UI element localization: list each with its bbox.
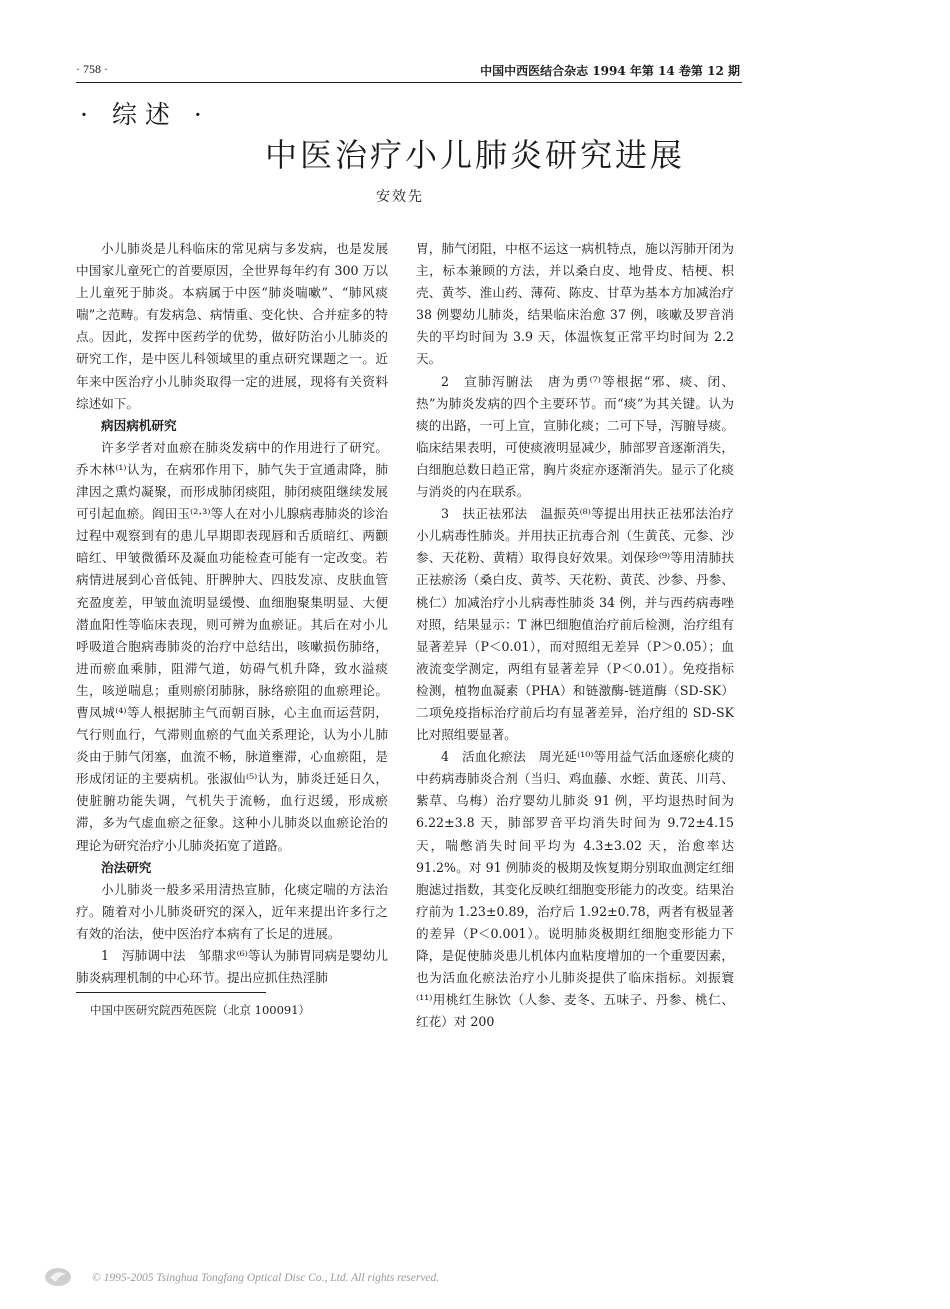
footnote-rule (76, 992, 266, 993)
paragraph: 小儿肺炎是儿科临床的常见病与多发病，也是发展中国家儿童死亡的首要原因，全世界每年约有 300 万以上儿童死于肺炎。本病属于中医“肺炎喘嗽”、“肺风痰喘”之范畴。有发病急、病情重、变化快、合并症多的特点。因此，发挥中医药学的优势，做好防治小儿肺炎的研究工作，是中医儿科领域里的重点研究课题之一。近年来中医治疗小儿肺炎取得一定的进展，现将有关资料综述如下。 (76, 241, 388, 411)
journal-title: 中国中西医结合杂志 1994 年第 14 卷第 12 期 (480, 64, 740, 78)
header-rule (76, 82, 742, 83)
publisher-logo (44, 1266, 72, 1288)
paragraph: 小儿肺炎一般多采用清热宣肺，化痰定喘的方法治疗。随着对小儿肺炎研究的深入，近年来提出许多行之有效的治法，使中医治疗本病有了长足的进展。 (76, 881, 388, 941)
paragraph: 4 活血化瘀法 周光延⁽¹⁰⁾等用益气活血逐瘀化痰的中药病毒肺炎合剂（当归、鸡血藤、水蛭、黄芪、川芎、紫草、乌梅）治疗婴幼儿肺炎 91 例，平均退热时间为 6.22±3.8 天，肺部罗音平均消失时间为 9.72±4.15 天，喘憋消失时间平均为 4.3±3.02 天，治愈率达 91.2%。对 91 例肺炎的极期及恢复期分别取血测定红细胞滤过指数，其变化反映红细胞变形能力的改变。结果治疗前为 1.23±0.89，治疗后 1.92±0.78，两者有极显著的差异（P＜0.001）。说明肺炎极期红细胞变形能力下降，是促使肺炎患儿机体内血粘度增加的一个重要因素，也为活血化瘀法治疗小儿肺炎提供了临床指标。刘振寰⁽¹¹⁾用桃红生脉饮（人参、麦冬、五味子、丹参、桃仁、红花）对 200 (416, 749, 734, 1030)
paragraph: 3 扶正祛邪法 温振英⁽⁸⁾等提出用扶正祛邪法治疗小儿病毒性肺炎。并用扶正抗毒合剂（生黄芪、元参、沙参、天花粉、黄精）取得良好效果。刘保珍⁽⁹⁾等用清肺扶正祛瘀汤（桑白皮、黄芩、天花粉、黄芪、沙参、丹参、桃仁）加减治疗小儿病毒性肺炎 34 例，并与西药病毒唑对照，结果显示：T 淋巴细胞值治疗前后检测，治疗组有显著差异（P＜0.01），而对照组无差异（P＞0.05）；血液流变学测定，两组有显著差异（P＜0.01）。免疫指标检测，植物血凝素（PHA）和链激酶-链道酶（SD-SK）二项免疫指标治疗前后均有显著差异，治疗组的 SD-SK 比对照组要显著。 (416, 506, 734, 743)
paragraph: 胃，肺气闭阻，中枢不运这一病机特点，施以泻肺开闭为主，标本兼顾的方法，并以桑白皮、地骨皮、桔梗、枳壳、黄芩、淮山药、薄荷、陈皮、甘草为基本方加减治疗 38 例婴幼儿肺炎，结果临床治愈 37 例，咳嗽及罗音消失的平均时间为 3.9 天，体温恢复正常平均时间为 2.2 天。 (416, 241, 734, 367)
paragraph: 许多学者对血瘀在肺炎发病中的作用进行了研究。乔木林⁽¹⁾认为，在病邪作用下，肺气失于宣通肃降，肺津因之熏灼凝聚，而形成肺闭痰阻，肺闭痰阻继续发展可引起血瘀。阎田玉⁽²·³⁾等人在对小儿腺病毒肺炎的诊治过程中观察到有的患儿早期即表现唇和舌质暗红、两颧暗红、甲皱微循环及凝血功能检查可能有一定改变。若病情进展到心音低钝、肝脾肿大、四肢发凉、皮肤血管充盈度差，甲皱血流明显缓慢、血细胞聚集明显、大便潜血阳性等临床表现，则可辨为血瘀证。其后在对小儿呼吸道合胞病毒肺炎的治疗中总结出，咳嗽损伤肺络，进而瘀血乘肺，阻滞气道，妨碍气机升降，致水溢痰生，咳逆喘息；重则瘀闭肺脉，脉络瘀阻的血瘀理论。曹凤城⁽⁴⁾等人根据肺主气而朝百脉，心主血而运营阴，气行则血行，气滞则血瘀的气血关系理论，认为小儿肺炎由于肺气闭塞，血流不畅，脉道壅滞，心血瘀阻，是形成闭证的主要病机。张淑仙⁽⁵⁾认为，肺炎迁延日久，使脏腑功能失调，气机失于流畅，血行迟缓，形成瘀滞，多为气虚血瘀之征象。这种小儿肺炎以血瘀论治的理论为研究治疗小儿肺炎拓宽了道路。 (76, 439, 388, 853)
paragraph: 1 泻肺调中法 邹鼎求⁽⁶⁾等认为肺胃同病是婴幼儿肺炎病理机制的中心环节。提出应抓住热淫肺 (76, 948, 388, 986)
paragraph: 2 宣肺泻腑法 唐为勇⁽⁷⁾等根据“邪、痰、闭、热”为肺炎发病的四个主要环节。而“痰”为其关键。认为痰的出路，一可上宣，宣肺化痰；二可下导，泻腑导痰。临床结果表明，可使痰液明显减少，肺部罗音逐渐消失，白细胞总数日趋正常，胸片炎症亦逐渐消失。显示了化痰与消炎的内在联系。 (416, 373, 734, 500)
section-heading: 治法研究 (101, 859, 152, 875)
section-tag: · 综述 · (80, 100, 210, 129)
author: 安效先 (376, 189, 424, 205)
section-heading: 病因病机研究 (101, 417, 177, 433)
page-number: · 758 · (76, 62, 108, 76)
right-column (416, 238, 734, 1033)
copyright-notice: © 1995-2005 Tsinghua Tongfang Optical Disc Co., Ltd. All rights reserved. (92, 1272, 440, 1284)
left-column (76, 238, 388, 989)
affiliation-footnote: 中国中医研究院西苑医院（北京 100091） (90, 1003, 311, 1017)
article-title: 中医治疗小儿肺炎研究进展 (264, 136, 685, 174)
